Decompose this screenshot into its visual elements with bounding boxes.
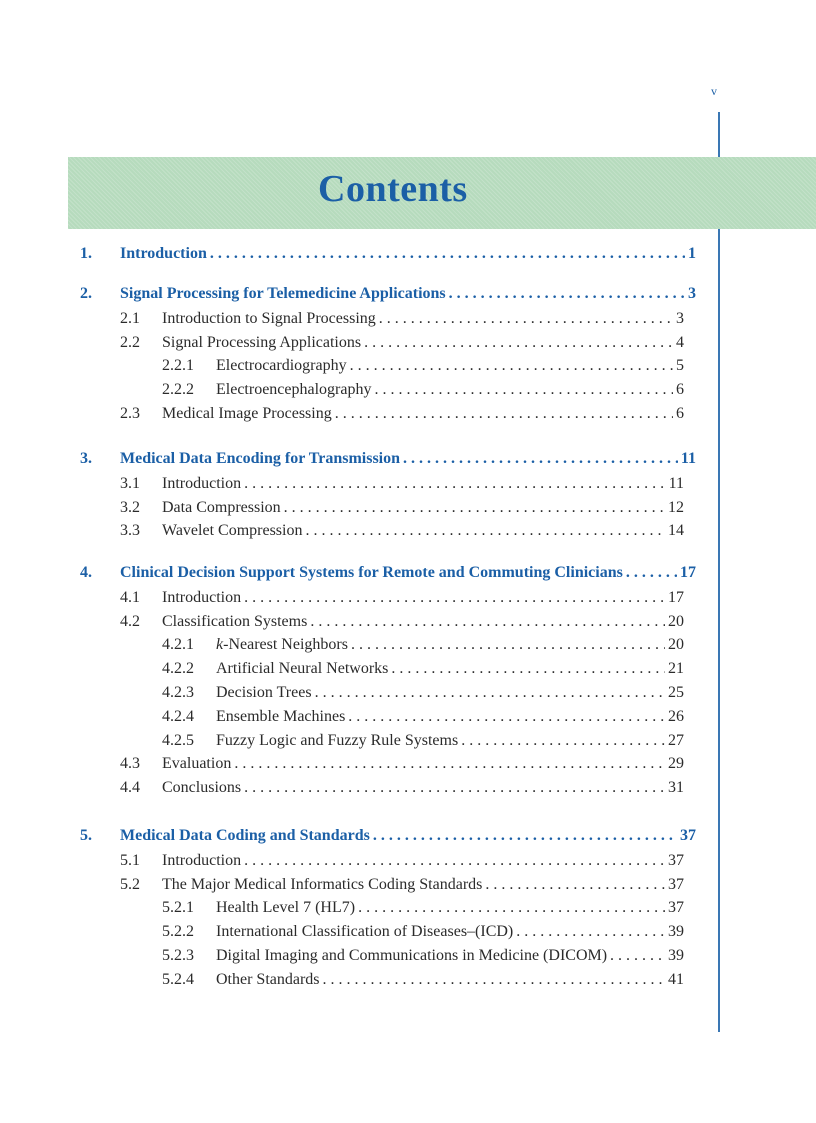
entry-title: Health Level 7 (HL7) [216,899,356,917]
entry-title: Clinical Decision Support Systems for Remote and Commuting Clinicians [120,564,623,581]
toc-section[interactable] [120,404,684,424]
toc-chapter[interactable] [120,449,696,469]
page-ref: 31 [668,779,684,797]
entry-title: Signal Processing Applications [162,333,362,351]
toc-subsection[interactable] [162,659,684,679]
subsection-number: 5.2.4 [162,970,194,988]
page-ref: 25 [668,684,684,701]
dot-leader [284,498,665,518]
entry-title: k-Nearest Neighbors [216,636,348,654]
entry-title: Decision Trees [216,684,312,701]
page-title: Contents [318,168,468,210]
dot-leader [364,333,673,353]
section-number: 3.2 [120,498,140,516]
dot-leader [323,970,665,990]
page-ref: 20 [668,636,684,654]
entry-title: Introduction [120,245,207,262]
page-ref: 37 [668,899,684,917]
page-number: v [711,84,717,98]
page-ref: 6 [676,405,684,422]
chapter-number: 2. [80,285,92,302]
page-ref: 3 [676,309,684,327]
toc-subsection[interactable] [162,356,684,376]
toc-section[interactable] [120,309,684,329]
toc-section[interactable] [120,521,684,541]
dot-leader [335,404,673,424]
subsection-number: 5.2.1 [162,899,194,917]
dot-leader [348,707,665,727]
page-ref: 5 [676,357,684,375]
subsection-number: 2.2.1 [162,357,194,375]
entry-title: Data Compression [162,498,281,516]
entry-title: Classification Systems [162,612,308,630]
entry-title: The Major Medical Informatics Coding Standards [162,875,483,893]
dot-leader [234,754,665,774]
toc-section[interactable] [120,612,684,632]
toc-section[interactable] [120,333,684,353]
page-ref: 21 [668,660,684,678]
section-number: 5.2 [120,875,140,893]
section-number: 2.3 [120,405,140,422]
toc-chapter[interactable] [120,563,696,583]
subsection-number: 2.2.2 [162,381,194,399]
toc-chapter[interactable] [120,284,696,304]
dot-leader [244,778,665,798]
page-ref: 14 [668,522,684,540]
toc-section[interactable] [120,851,684,871]
toc-subsection[interactable] [162,683,684,703]
page-ref: 11 [668,474,684,492]
page-ref: 39 [668,923,684,941]
dot-leader [244,588,665,608]
toc-section[interactable] [120,754,684,774]
section-number: 2.2 [120,333,140,351]
toc-subsection[interactable] [162,922,684,942]
dot-leader [374,380,673,400]
entry-title: Fuzzy Logic and Fuzzy Rule Systems [216,731,459,749]
dot-leader [315,683,665,703]
dot-leader [461,731,665,751]
toc-subsection[interactable] [162,970,684,990]
dot-leader [403,449,678,469]
toc-section[interactable] [120,474,684,494]
toc-subsection[interactable] [162,380,684,400]
dot-leader [610,946,665,966]
page-ref: 37 [668,851,684,869]
dot-leader [351,635,665,655]
dot-leader [379,309,673,329]
entry-title: Evaluation [162,755,232,773]
dot-leader [244,474,666,494]
section-number: 5.1 [120,851,140,869]
entry-title: Conclusions [162,779,242,797]
toc-section[interactable] [120,875,684,895]
entry-title: International Classification of Diseases–(ICD) [216,923,514,941]
dot-leader [310,612,665,632]
page-ref: 29 [668,755,684,773]
page-ref: 41 [668,970,684,988]
entry-title: Medical Image Processing [162,405,332,422]
page-ref: 11 [680,450,696,467]
dot-leader [350,356,673,376]
dot-leader [358,898,665,918]
dot-leader [210,244,685,264]
chapter-number: 3. [80,450,92,467]
section-number: 3.1 [120,474,140,492]
entry-title: Artificial Neural Networks [216,660,389,678]
toc-subsection[interactable] [162,946,684,966]
subsection-number: 4.2.3 [162,684,194,701]
dot-leader [391,659,665,679]
page-ref: 6 [676,381,684,399]
chapter-number: 5. [80,827,92,844]
page-ref: 37 [668,875,684,893]
toc-chapter[interactable] [120,244,696,264]
section-number: 4.3 [120,755,140,773]
toc-subsection[interactable] [162,635,684,655]
subsection-number: 4.2.1 [162,636,194,654]
toc-section[interactable] [120,588,684,608]
entry-title: Electrocardiography [216,357,347,375]
section-number: 2.1 [120,309,140,327]
dot-leader [305,521,665,541]
entry-title: Other Standards [216,970,320,988]
dot-leader [449,284,685,304]
entry-title: Introduction [162,474,242,492]
section-number: 4.2 [120,612,140,630]
entry-title: Introduction [162,851,242,869]
toc-chapter[interactable] [120,826,696,846]
page-ref: 20 [668,612,684,630]
page-ref: 4 [676,333,684,351]
toc-subsection[interactable] [162,707,684,727]
page-ref: 26 [668,707,684,725]
subsection-number: 4.2.5 [162,731,194,749]
toc-subsection[interactable] [162,898,684,918]
entry-title: Medical Data Encoding for Transmission [120,450,401,467]
dot-leader [485,875,665,895]
page-ref: 17 [680,564,696,581]
page-ref: 27 [668,731,684,749]
subsection-number: 5.2.3 [162,947,194,964]
chapter-number: 4. [80,564,92,581]
page-ref: 12 [668,498,684,516]
page-ref: 1 [688,245,696,262]
entry-title: Electroencephalography [216,381,372,399]
dot-leader [626,563,677,583]
entry-title: Ensemble Machines [216,707,346,725]
subsection-number: 5.2.2 [162,923,194,941]
entry-title: Medical Data Coding and Standards [120,827,370,844]
section-number: 4.4 [120,779,140,797]
chapter-number: 1. [80,245,92,262]
entry-title: Introduction [162,588,242,606]
dot-leader [516,922,665,942]
page-ref: 17 [668,588,684,606]
entry-title: Introduction to Signal Processing [162,309,376,327]
entry-title: Digital Imaging and Communications in Medicine (DICOM) [216,947,608,964]
dot-leader [244,851,665,871]
page-ref: 37 [680,827,696,844]
section-number: 4.1 [120,588,140,606]
page-ref: 3 [688,285,696,302]
toc-section[interactable] [120,498,684,518]
section-number: 3.3 [120,522,140,540]
subsection-number: 4.2.4 [162,707,194,725]
toc-section[interactable] [120,778,684,798]
entry-title: Signal Processing for Telemedicine Applications [120,285,446,302]
toc-subsection[interactable] [162,731,684,751]
dot-leader [373,826,677,846]
page-ref: 39 [668,947,684,964]
entry-title: Wavelet Compression [162,522,303,540]
subsection-number: 4.2.2 [162,660,194,678]
